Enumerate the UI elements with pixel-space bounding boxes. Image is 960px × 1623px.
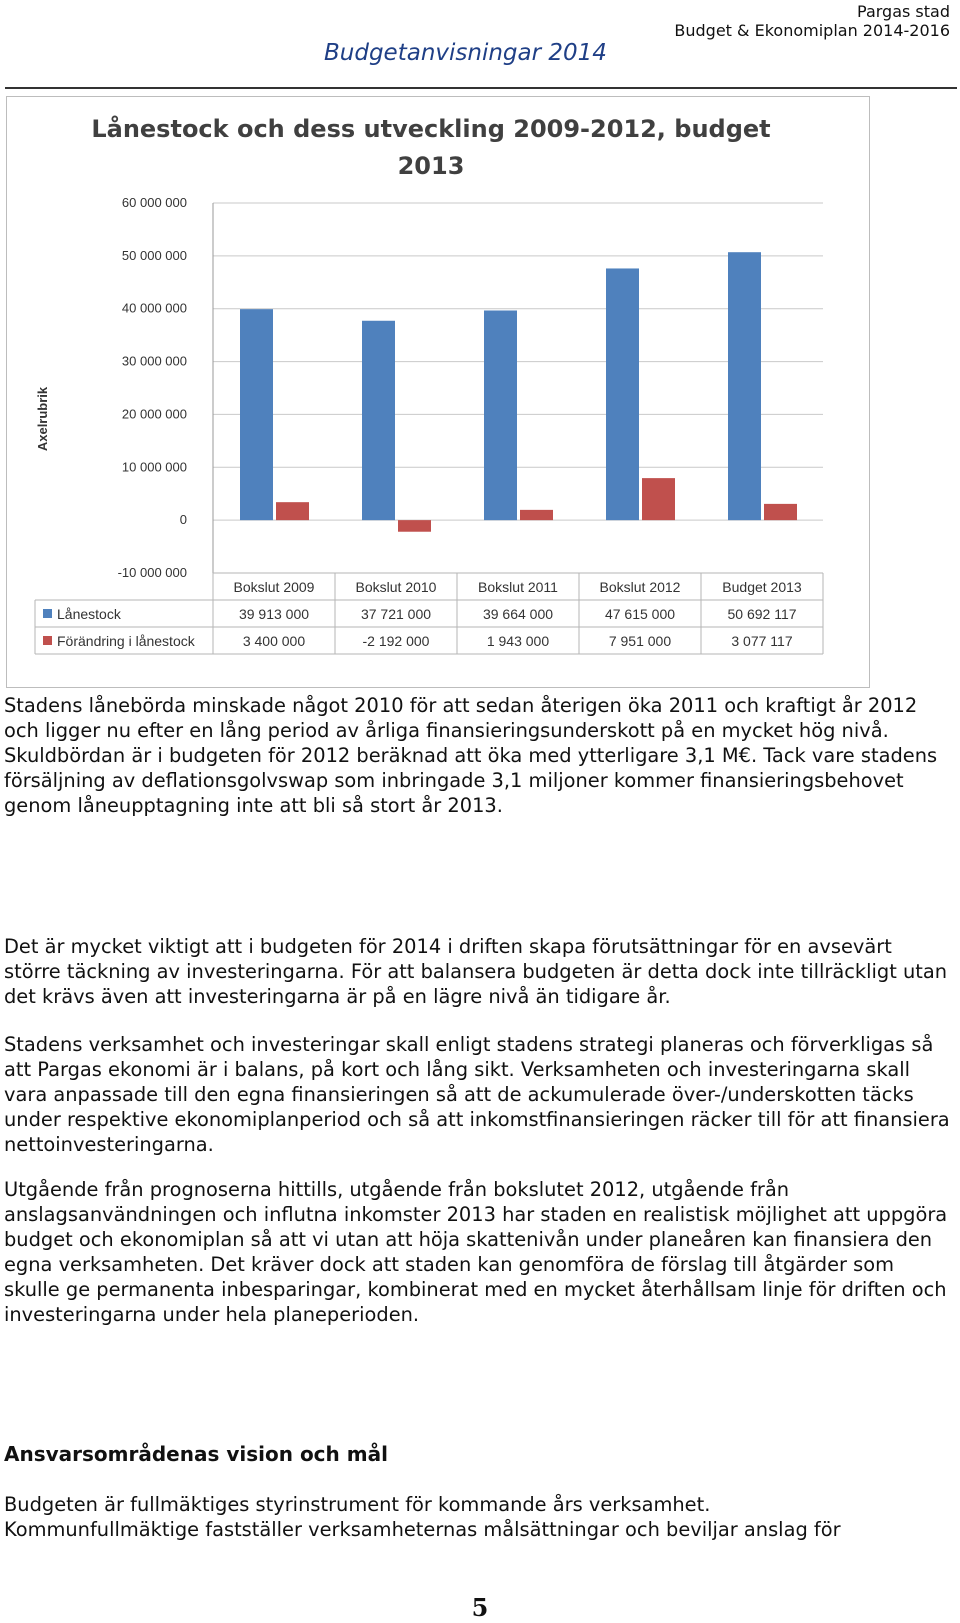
- bar-lanestock: [606, 268, 639, 520]
- paragraph-strategy: [4, 1032, 954, 1157]
- document-title: Budgetanvisningar 2014: [324, 40, 607, 66]
- section-heading-vision: Ansvarsområdenas vision och mål: [4, 1442, 388, 1466]
- data-label: 7 951 000: [608, 633, 672, 649]
- y-tick-label: 50 000 000: [121, 247, 187, 263]
- organization-name: Pargas stad: [857, 2, 950, 21]
- category-label: Bokslut 2012: [599, 579, 681, 595]
- y-tick-label: 10 000 000: [121, 459, 187, 475]
- chart-canvas: [7, 97, 869, 687]
- bar-forandring: [398, 520, 431, 532]
- document-subtitle: Budget & Ekonomiplan 2014-2016: [674, 21, 950, 40]
- chart-title-line2: 2013: [397, 152, 465, 180]
- legend-label: Förändring i lånestock: [57, 633, 195, 649]
- legend-swatch: [43, 636, 52, 645]
- paragraph-forecast: [4, 1177, 954, 1327]
- chart-title-line1: Lånestock och dess utveckling 2009-2012, budget: [91, 115, 771, 143]
- legend-swatch: [43, 609, 52, 618]
- bar-lanestock: [484, 310, 517, 520]
- bar-lanestock: [362, 321, 395, 520]
- paragraph-text: Stadens lånebörda minskade något 2010 för att sedan återigen öka 2011 och kraftigt år 2012 och ligger nu efter en lång period av årliga finansieringsunderskott på en mycket hög nivå. Skuldbördan är i budgeten för 2012 beräknad att öka med ytterligare 3,1 M€. Tack vare stadens försäljning av deflationsgolvswap som inbringade 3,1 miljoner kommer finansieringsbehovet genom låneupptagning inte att bli så stort år 2013.: [4, 694, 938, 817]
- y-tick-label: 40 000 000: [121, 300, 187, 316]
- paragraph-text: Utgående från prognoserna hittills, utgående från bokslutet 2012, utgående från anslagsanvändningen och influtna inkomster 2013 har staden en realistisk möjlighet att uppgöra budget och ekonomiplan så att vi utan att höja skattenivån under planeåren kan finansiera den egna verksamheten. Det kräver dock att staden kan genomföra de förslag till åtgärder som skulle ge permanenta inbesparingar, kombinerat med en mycket återhållsam linje för driften och investeringarna under hela planeperioden.: [4, 1178, 948, 1326]
- legend-label: Lånestock: [57, 606, 121, 622]
- paragraph-text: Det är mycket viktigt att i budgeten för 2014 i driften skapa förutsättningar för en avsevärt större täckning av investeringarna. För att balansera budgeten är detta dock inte tillräckligt utan det krävs även att investeringarna är på en lägre nivå än tidigare år.: [4, 935, 948, 1008]
- y-tick-label: 0: [179, 512, 187, 528]
- category-label: Bokslut 2010: [355, 579, 437, 595]
- data-label: 47 615 000: [604, 606, 676, 622]
- category-label: Bokslut 2009: [233, 579, 315, 595]
- page-number: 5: [471, 1593, 489, 1622]
- header-divider: [5, 87, 957, 89]
- category-label: Budget 2013: [722, 579, 802, 595]
- bar-lanestock: [728, 252, 761, 520]
- category-label: Bokslut 2011: [478, 579, 558, 595]
- y-tick-label: 20 000 000: [121, 406, 187, 422]
- data-label: 39 664 000: [482, 606, 554, 622]
- y-axis-title: Axelrubrik: [35, 386, 50, 452]
- y-tick-label: 60 000 000: [121, 195, 187, 210]
- data-label: 50 692 117: [727, 606, 797, 622]
- bar-forandring: [642, 478, 675, 520]
- data-label: 3 077 117: [731, 633, 793, 649]
- paragraph-line: Kommunfullmäktige fastställer verksamheternas målsättningar och beviljar anslag för: [4, 1518, 841, 1541]
- paragraph-loan-burden: [4, 693, 954, 818]
- data-label: 1 943 000: [486, 633, 550, 649]
- bar-forandring: [764, 504, 797, 520]
- y-tick-label: -10 000 000: [117, 565, 187, 580]
- data-label: 39 913 000: [238, 606, 310, 622]
- paragraph-line: Budgeten är fullmäktiges styrinstrument för kommande års verksamhet.: [4, 1493, 711, 1516]
- data-label: 3 400 000: [242, 633, 306, 649]
- paragraph-budget-coverage: [4, 934, 954, 1009]
- paragraph-text: Stadens verksamhet och investeringar skall enligt stadens strategi planeras och förverkligas så att Pargas ekonomi är i balans, på kort och lång sikt. Verksamheten och investeringarna skall vara anpassade till den egna finansieringen så att de ackumulerade över-/underskotten täcks under respektive ekonomiplanperiod och så att inkomstfinansieringen räcker till för att finansiera nettoinvesteringarna.: [4, 1033, 950, 1156]
- paragraph-vision-intro: [4, 1492, 954, 1542]
- bar-forandring: [276, 502, 309, 520]
- loan-stock-chart: [6, 96, 870, 688]
- y-tick-label: 30 000 000: [121, 353, 187, 369]
- bar-lanestock: [240, 309, 273, 520]
- data-label: -2 192 000: [362, 633, 430, 649]
- data-label: 37 721 000: [360, 606, 432, 622]
- bar-forandring: [520, 510, 553, 520]
